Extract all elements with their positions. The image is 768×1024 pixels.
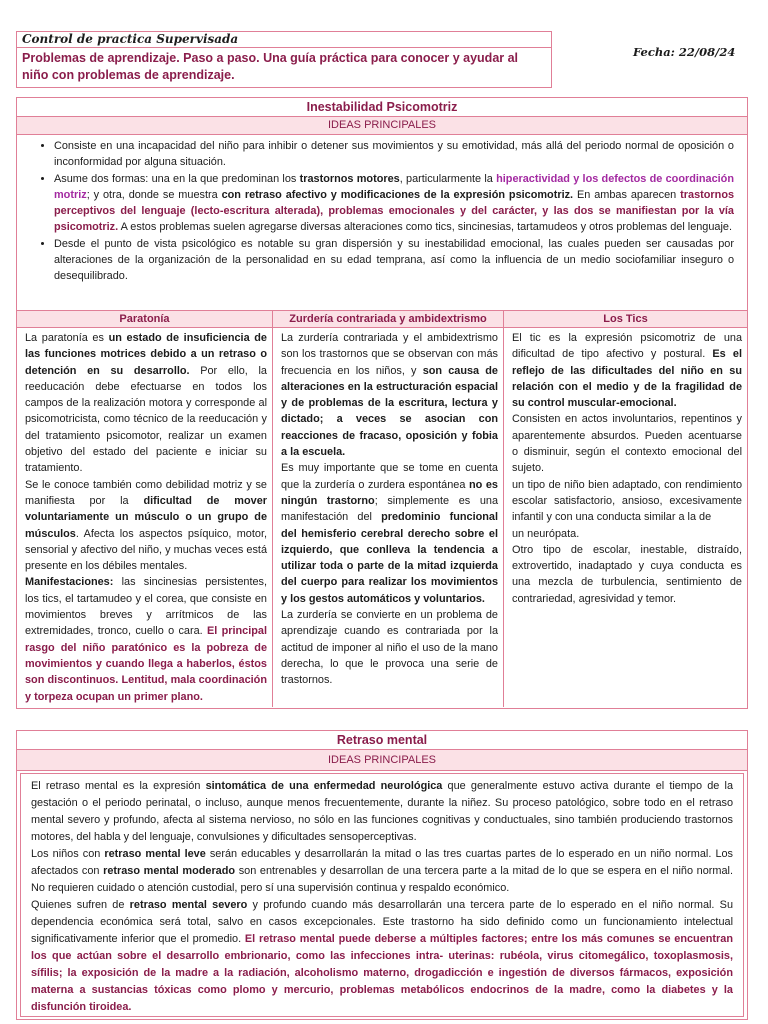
section-subtitle: IDEAS PRINCIPALES	[17, 750, 747, 771]
column-tics	[504, 311, 747, 707]
bullet-bold: trastornos motores	[299, 172, 400, 185]
bullet-item	[54, 236, 734, 285]
bullet-highlight: ,	[320, 205, 329, 218]
paragraph-text: La zurdería se convierte en un problema de aprendizaje cuando es contrariada por la actitud de imponer al niño el uso de la mano derecha, lo que le provoca una serie de trastornos.	[281, 609, 498, 687]
bullet-text: Consiste en una incapacidad del niño para inhibir o detener sus movimientos y su emotividad, más allá del periodo normal de oposición o inconformidad por alguna situación.	[54, 140, 734, 169]
bullet-text: Desde el punto de vista psicológico es notable su gran dispersión y su inestabilidad emocional, las cuales pueden ser causadas por alteraciones de la organización de la personalidad en su edad temprana, así como la influencia de un medio sociofamiliar inseguro o desequilibrado.	[54, 237, 734, 283]
paragraph-bold: sintomática de una enfermedad neurológica	[205, 780, 443, 792]
paragraph-bold: no es ningún trastorno	[281, 478, 498, 507]
column-paratonia	[17, 311, 273, 707]
paragraph-text: serán educables y desarrollarán la mitad o las tres cuartas partes de lo esperado en un niño normal. Los afectados con	[31, 848, 734, 877]
column-header: Zurdería contrariada y ambidextrismo	[273, 311, 503, 328]
paragraph-text: Se le conoce también como debilidad motriz y se manifiesta por la	[25, 478, 267, 507]
section-retraso-mental	[16, 730, 748, 1020]
section-body	[20, 773, 744, 1017]
paragraph-text: ; simplemente es una manifestación del	[281, 494, 499, 524]
paragraph-text: un tipo de niño bien adaptado, con rendimiento escolar satisfactorio, ansioso, excesivamente infantil y con una conducta similar a la de	[512, 478, 742, 524]
bullet-text: En ambas aparecen	[573, 188, 681, 201]
paragraph-text: . Afecta los aspectos psíquico, motor, sensorial y afectivo del niño, y muchas veces está presente en los débiles mentales.	[25, 527, 267, 573]
paragraph-highlight: El principal rasgo del niño paratónico es la pobreza de movimientos y cuando llega a haberlos, éstos son discontinuos. Lentitud, mala coordinación y torpeza ocupan un primer plano.	[25, 625, 267, 703]
column-header: Paratonía	[17, 311, 272, 328]
bullet-item	[54, 171, 734, 236]
column-body	[17, 328, 272, 707]
paragraph-bold: Es el reflejo de las dificultades del niño en su relación con el medio y de la fragilidad de su control muscular-emocional.	[512, 348, 742, 410]
bullet-text: Asume dos formas: una en la que predominan los	[54, 172, 300, 185]
paragraph-text: Quienes sufren de	[31, 899, 130, 911]
bullet-text: A estos problemas suelen agregarse diversas alteraciones como tics, sincinesias, tartamudeos y otros problemas del lenguaje.	[118, 221, 732, 234]
bullet-highlight: trastornos perceptivos del lenguaje (lecto-escritura alterada)	[54, 188, 735, 218]
bullet-highlight: problemas emocionales y del carácter, y las dos se manifiestan por la vía psicomotriz.	[54, 205, 734, 234]
document-header	[16, 31, 552, 88]
paragraph-bold: retraso mental leve	[104, 848, 206, 860]
section-inestabilidad-psicomotriz	[16, 97, 748, 709]
paragraph-text: que generalmente estuvo activa durante el tiempo de la gestación o el periodo perinatal, o incluso, aunque menos frecuentemente, durante la niñez. Su proceso patológico, sobre todo en el retraso mental severo y profundo, afecta al sistema nervioso, no sólo en las funciones cognitivas y conductuales, sino también produciendo trastornos motores, del habla y del lenguaje, convulsiones y dificultades sensoperceptivas.	[31, 780, 734, 843]
paragraph-bold: retraso mental moderado	[103, 865, 236, 877]
column-body	[504, 328, 747, 609]
paragraph-text: un neurópata.	[512, 527, 580, 540]
bullet-text: , particularmente la	[399, 172, 497, 185]
bullet-bold: con retraso afectivo y modificaciones de la expresión psicomotriz.	[221, 188, 574, 201]
section-title: Inestabilidad Psicomotriz	[17, 98, 747, 117]
document-title: Control de practica Supervisada	[17, 32, 551, 48]
paragraph-text: Consisten en actos involuntarios, repentinos y aparentemente absurdos. Pueden acentuarse o disminuir, según el contexto emocional del sujeto.	[512, 413, 742, 475]
column-header: Los Tics	[504, 311, 747, 328]
bullet-highlight: hiperactividad y los defectos de coordinación motriz	[54, 172, 734, 201]
column-zurderia	[273, 311, 504, 707]
paragraph-bold: predominio funcional del hemisferio cerebral derecho sobre el izquierdo, que conlleva la tendencia a utilizar toda o parte de la mitad izquierda del cuerpo para realizar los movimientos y los gestos automáticos y voluntarios.	[281, 511, 498, 605]
paragraph-text: Por ello, la reeducación debe efectuarse en todos los campos de la realización motora y corresponde al psicomotricista, como técnico de la reeducación y del tratamiento psicomotor, realizar un examen objetivo del estado del paciente e iniciar su tratamiento.	[25, 364, 267, 475]
bullet-list	[30, 138, 734, 285]
column-body	[273, 328, 503, 691]
paragraph-text: Otro tipo de escolar, inestable, distraído, extrovertido, inadaptado y cuya conducta es una mezcla de turbulencia, sentimiento de contrariedad, agresividad y temor.	[512, 543, 742, 605]
bullet-item	[54, 138, 734, 171]
paragraph-text: La paratonía es	[25, 332, 109, 344]
paragraph-text: son entrenables y desarrollan de una tercera parte a la mitad de lo que se espera en el niño normal. No requieren cuidado o atención custodial, pero sí una supervisión continua y respaldo económico.	[31, 865, 733, 894]
paragraph-text: y profundo cuando más desarrollarán una tercera parte de lo esperado en el niño normal. Su dependencia económica será total, salvo en casos excepcionales. Este trastorno ha sido definido como un funcionamiento intelectual significativamente inferior que el promedio.	[31, 899, 734, 945]
paragraph-bold: retraso mental severo	[129, 899, 248, 911]
paragraph-bold: dificultad de mover voluntariamente un músculo o un grupo de músculos	[25, 494, 267, 540]
section-title: Retraso mental	[17, 731, 747, 750]
three-column-table	[17, 310, 747, 707]
paragraph-text: La zurdería contrariada y el ambidextrismo son los trastornos que se observan con más frecuencia en los niños, y	[281, 332, 498, 377]
bullet-text: ; y otra, donde se muestra	[86, 188, 222, 201]
paragraph-text: Los niños con	[31, 848, 105, 860]
paragraph-bold: son causa de alteraciones en la estructuración espacial y de problemas de la escritura, lectura y dictado; a veces se asocian con reacciones de fracaso, oposición y fobia a la escuela.	[281, 364, 498, 459]
document-subtitle: Problemas de aprendizaje. Paso a paso. Una guía práctica para conocer y ayudar al niño con problemas de aprendizaje.	[22, 51, 519, 82]
paragraph-text: las sincinesias persistentes, los tics, el tartamudeo y el corea, que consiste en movimientos breves y arrítmicos de las extremidades, tronco, cuello o cara.	[25, 576, 267, 638]
section-subtitle: IDEAS PRINCIPALES	[17, 117, 747, 135]
paragraph-highlight: El retraso mental puede deberse a múltiples factores; entre los más comunes se encuentran los que actúan sobre el desarrollo embrionario, como las infecciones intra- uterinas: rubéola, virus citomegálico, toxoplasmosis, sífilis; la exposición de la madre a la radiación, alcoholismo materno, drogadicción e ingestión de diversos fármacos, exposición materna a sustancias tóxicas como plomo y mercurio, problemas metabólicos endocrinos de la madre, como la diabetes y la disfunción tiroidea.	[31, 933, 733, 1013]
paragraph-text: El retraso mental es la expresión	[31, 780, 206, 792]
paragraph-bold: Manifestaciones:	[25, 576, 114, 589]
paragraph-text: Es muy importante que se tome en cuenta que la zurdería o zurdera espontánea	[281, 462, 498, 491]
paragraph-bold: un estado de insuficiencia de las funciones motrices debido a un retraso o detención en su desarrollo.	[25, 332, 267, 377]
document-date: Fecha: 22/08/24	[633, 45, 736, 59]
bullet-list-container	[17, 135, 747, 287]
paragraph-text: El tic es la expresión psicomotriz de una dificultad de tipo afectivo y postural.	[512, 332, 742, 361]
